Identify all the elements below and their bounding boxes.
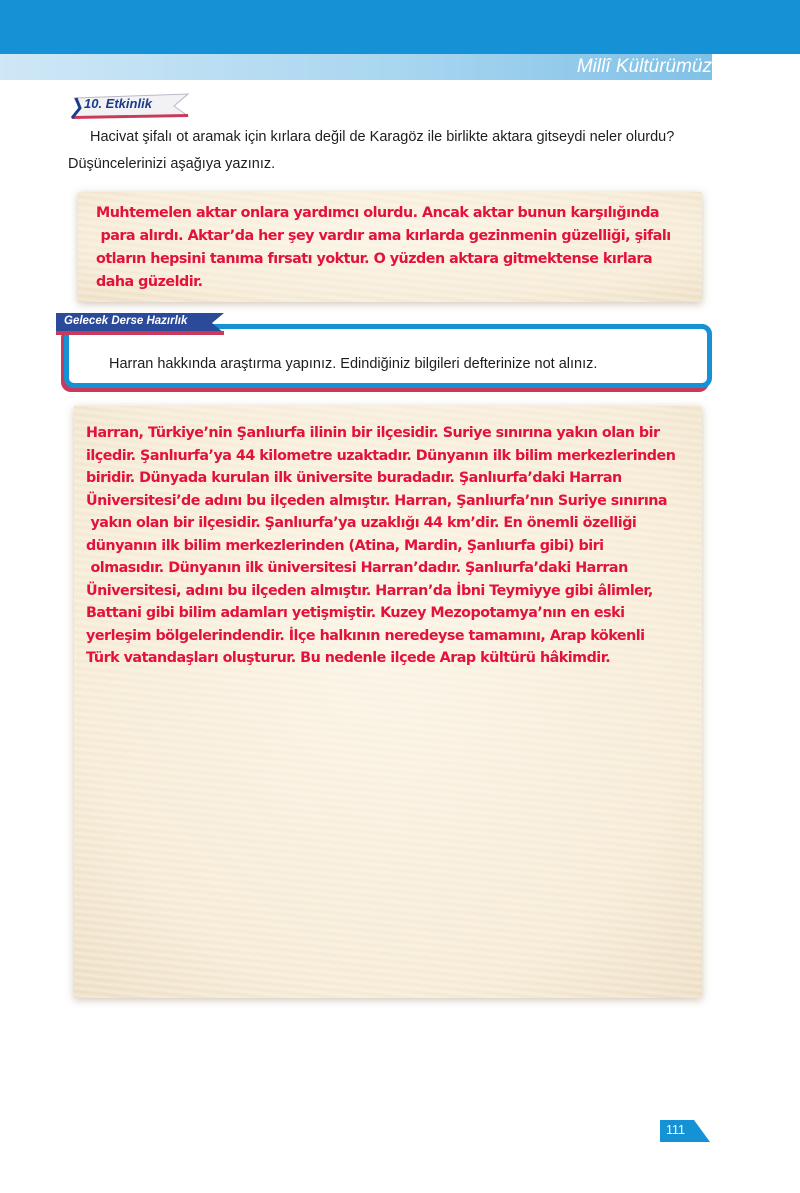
answer-line: Harran, Türkiye’nin Şanlıurfa ilinin bir ilçesidir. Suriye sınırına yakın olan bir [86, 425, 660, 441]
preparation-tag-label: Gelecek Derse Hazırlık [64, 315, 188, 327]
book-title: Millî Kültürümüz [576, 56, 712, 77]
answer-line: Üniversitesi, adını bu ilçeden almıştır. Harran’da İbni Teymiyye gibi âlimler, [86, 582, 653, 599]
header-sub-band-gap [712, 54, 800, 80]
answer-line: dünyanın ilk bilim merkezlerinden (Atina, Mardin, Şanlıurfa gibi) biri [86, 537, 604, 554]
page-number-tab [660, 1118, 712, 1144]
answer-line: Muhtemelen aktar onlara yardımcı olurdu. Ancak aktar bunun karşılığında [96, 205, 660, 221]
answer-line: para alırdı. Aktar’da her şey vardır ama kırlarda gezinmenin güzelliği, şifalı [96, 228, 671, 244]
page-number: 111 [666, 1123, 686, 1137]
answer-line: daha güzeldir. [96, 274, 203, 290]
answer-line: yakın olan bir ilçesidir. Şanlıurfa’ya uzaklığı 44 km’dir. En önemli özelliği [86, 515, 637, 531]
answer-line: otların hepsini tanıma fırsatı yoktur. O yüzden aktara gitmektense kırlara [96, 251, 653, 267]
answer-paper-preparation [74, 406, 702, 998]
answer-line: Üniversitesi’de adını bu ilçeden almıştır. Harran, Şanlıurfa’nın Suriye sınırına [86, 492, 668, 509]
activity-answer [96, 202, 696, 294]
answer-line: biridir. Dünyada kurulan ilk üniversite buradadır. Şanlıurfa’daki Harran [86, 470, 622, 486]
answer-line: ilçedir. Şanlıurfa’ya 44 kilometre uzaktadır. Dünyanın ilk bilim merkezlerinden [86, 447, 676, 464]
answer-line: Battani gibi bilim adamları yetişmiştir. Kuzey Mezopotamya’nın en eski [86, 605, 625, 621]
answer-paper-activity [78, 192, 702, 302]
activity-tag [70, 92, 190, 118]
answer-line: Türk vatandaşları oluşturur. Bu nedenle ilçede Arap kültürü hâkimdir. [86, 650, 611, 666]
activity-tag-label: 10. Etkinlik [84, 96, 152, 111]
activity-question: Hacivat şifalı ot aramak için kırlara değil de Karagöz ile birlikte aktara gitseydi neler olurdu? Düşüncelerinizi aşağıya yazınız. [68, 129, 675, 172]
answer-line: yerleşim bölgelerindendir. İlçe halkının neredeyse tamamını, Arap kökenli [86, 627, 645, 644]
answer-line: olmasıdır. Dünyanın ilk üniversitesi Harran’dadır. Şanlıurfa’daki Harran [86, 560, 628, 576]
preparation-instruction: Harran hakkında araştırma yapınız. Edindiğiniz bilgileri defterinize not alınız. [109, 356, 598, 372]
header-band [0, 0, 800, 54]
preparation-answer [86, 422, 698, 670]
preparation-tag [54, 309, 234, 337]
